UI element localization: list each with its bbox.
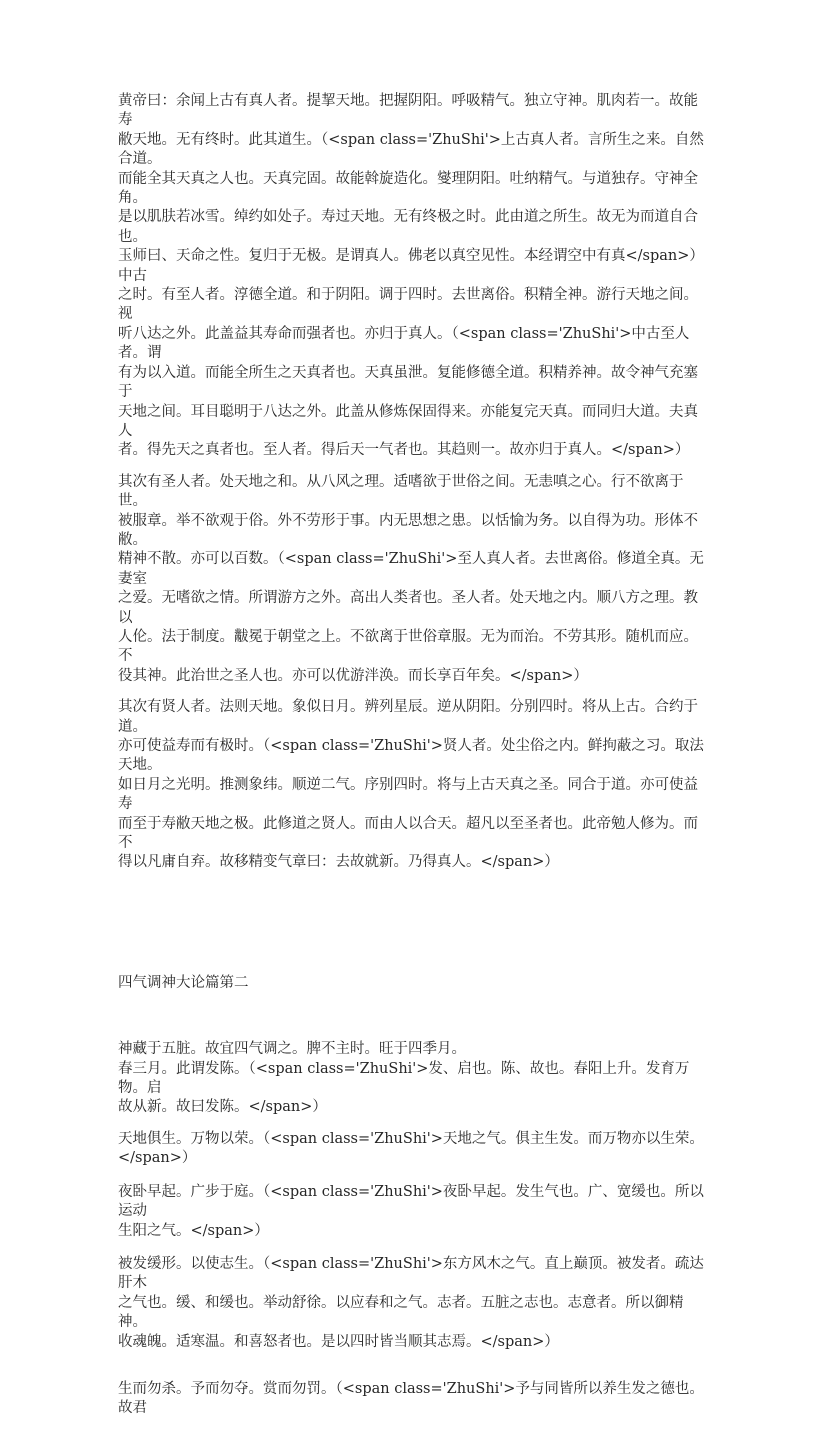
paragraph-shengren: 其次有圣人者。处天地之和。从八风之理。适嗜欲于世俗之间。无恚嗔之心。行不欲离于世。 被服章。举不欲观于俗。外不劳形于事。内无思想之患。以恬愉为务。以自得为功。形体不敝。 精神不散。亦可以百数。（<span class='ZhuShi'>至人真人者。去世离俗。修道全真。无妻室 之爱。无嗜欲之情。所谓游方之外。高出人类者也。圣人者。处天地之内。顺八方之理。教以 人伦。法于制度。黻冕于朝堂之上。不欲离于世俗章服。无为而治。不劳其形。随机而应。不 役其神。此治世之圣人也。亦可以优游泮涣。而长享百年矣。</span>） (118, 473, 704, 684)
document-text-block (118, 92, 706, 1431)
paragraph-shengerwusha: 生而勿杀。予而勿夺。赏而勿罚。（<span class='ZhuShi'>予与同皆所以养生发之德也。故君 (118, 1380, 704, 1417)
paragraph-shencang: 神藏于五脏。故宜四气调之。脾不主时。旺于四季月。 春三月。此谓发陈。（<span class='ZhuShi'>发、启也。陈、故也。春阳上升。发育万物。启 故从新。故曰发陈。</span>） (118, 1041, 690, 1116)
paragraph-xianren: 其次有贤人者。法则天地。象似日月。辨列星辰。逆从阴阳。分别四时。将从上古。合约于道。 亦可使益寿而有极时。（<span class='ZhuShi'>贤人者。处尘俗之内。鲜拘蔽之习。取法天地。 如日月之光明。推测象纬。顺逆二气。序别四时。将与上古天真之圣。同合于道。亦可使益寿 而至于寿敝天地之极。此修道之贤人。而由人以合天。超凡以至圣者也。此帝勉人修为。而不 得以凡庸自弃。故移精变气章曰：去故就新。乃得真人。</span>） (118, 699, 704, 871)
paragraph-beifa-huanxing: 被发缓形。以使志生。（<span class='ZhuShi'>东方风木之气。直上巅顶。被发者。疏达肝木 之气也。缓、和缓也。举动舒徐。以应春和之气。志者。五脏之志也。志意者。所以御精神。 收魂魄。适寒温。和喜怒者也。是以四时皆当顺其志焉。</span>） (118, 1255, 704, 1350)
paragraph-zhenren: 黄帝曰：余闻上古有真人者。提挈天地。把握阴阳。呼吸精气。独立守神。肌肉若一。故能寿 敝天地。无有终时。此其道生。（<span class='ZhuShi'>上古真人者。言所生之来。自然合道。 而能全其天真之人也。天真完固。故能斡旋造化。燮理阴阳。吐纳精气。与道独存。守神全角。 是以肌肤若冰雪。绰约如处子。寿过天地。无有终极之时。此由道之所生。故无为而道自合也。 玉师曰、天命之性。复归于无极。是谓真人。佛老以真空见性。本经谓空中有真</span>）中古 之时。有至人者。淳德全道。和于阴阳。调于四时。去世离俗。积精全神。游行天地之间。视 听八达之外。此盖益其寿命而强者也。亦归于真人。（<span class='ZhuShi'>中古至人者。谓 有为以入道。而能全所生之天真者也。天真虽泄。复能修德全道。积精养神。故令神气充塞于 天地之间。耳目聪明于八达之外。此盖从修炼保固得来。亦能复完天真。而同归大道。夫真人 者。得先天之真者也。至人者。得后天一气者也。其趋则一。故亦归于真人。</span>） (118, 93, 704, 459)
paragraph-yewo-zaoqi: 夜卧早起。广步于庭。（<span class='ZhuShi'>夜卧早起。发生气也。广、宽缓也。所以运动 生阳之气。</span>） (118, 1183, 704, 1239)
paragraph-tiandi-jusheng: 天地俱生。万物以荣。（<span class='ZhuShi'>天地之气。俱主生发。而万物亦以生荣。</span>） (118, 1130, 704, 1167)
chapter-two-heading: 四气调神大论篇第二 (118, 974, 249, 991)
